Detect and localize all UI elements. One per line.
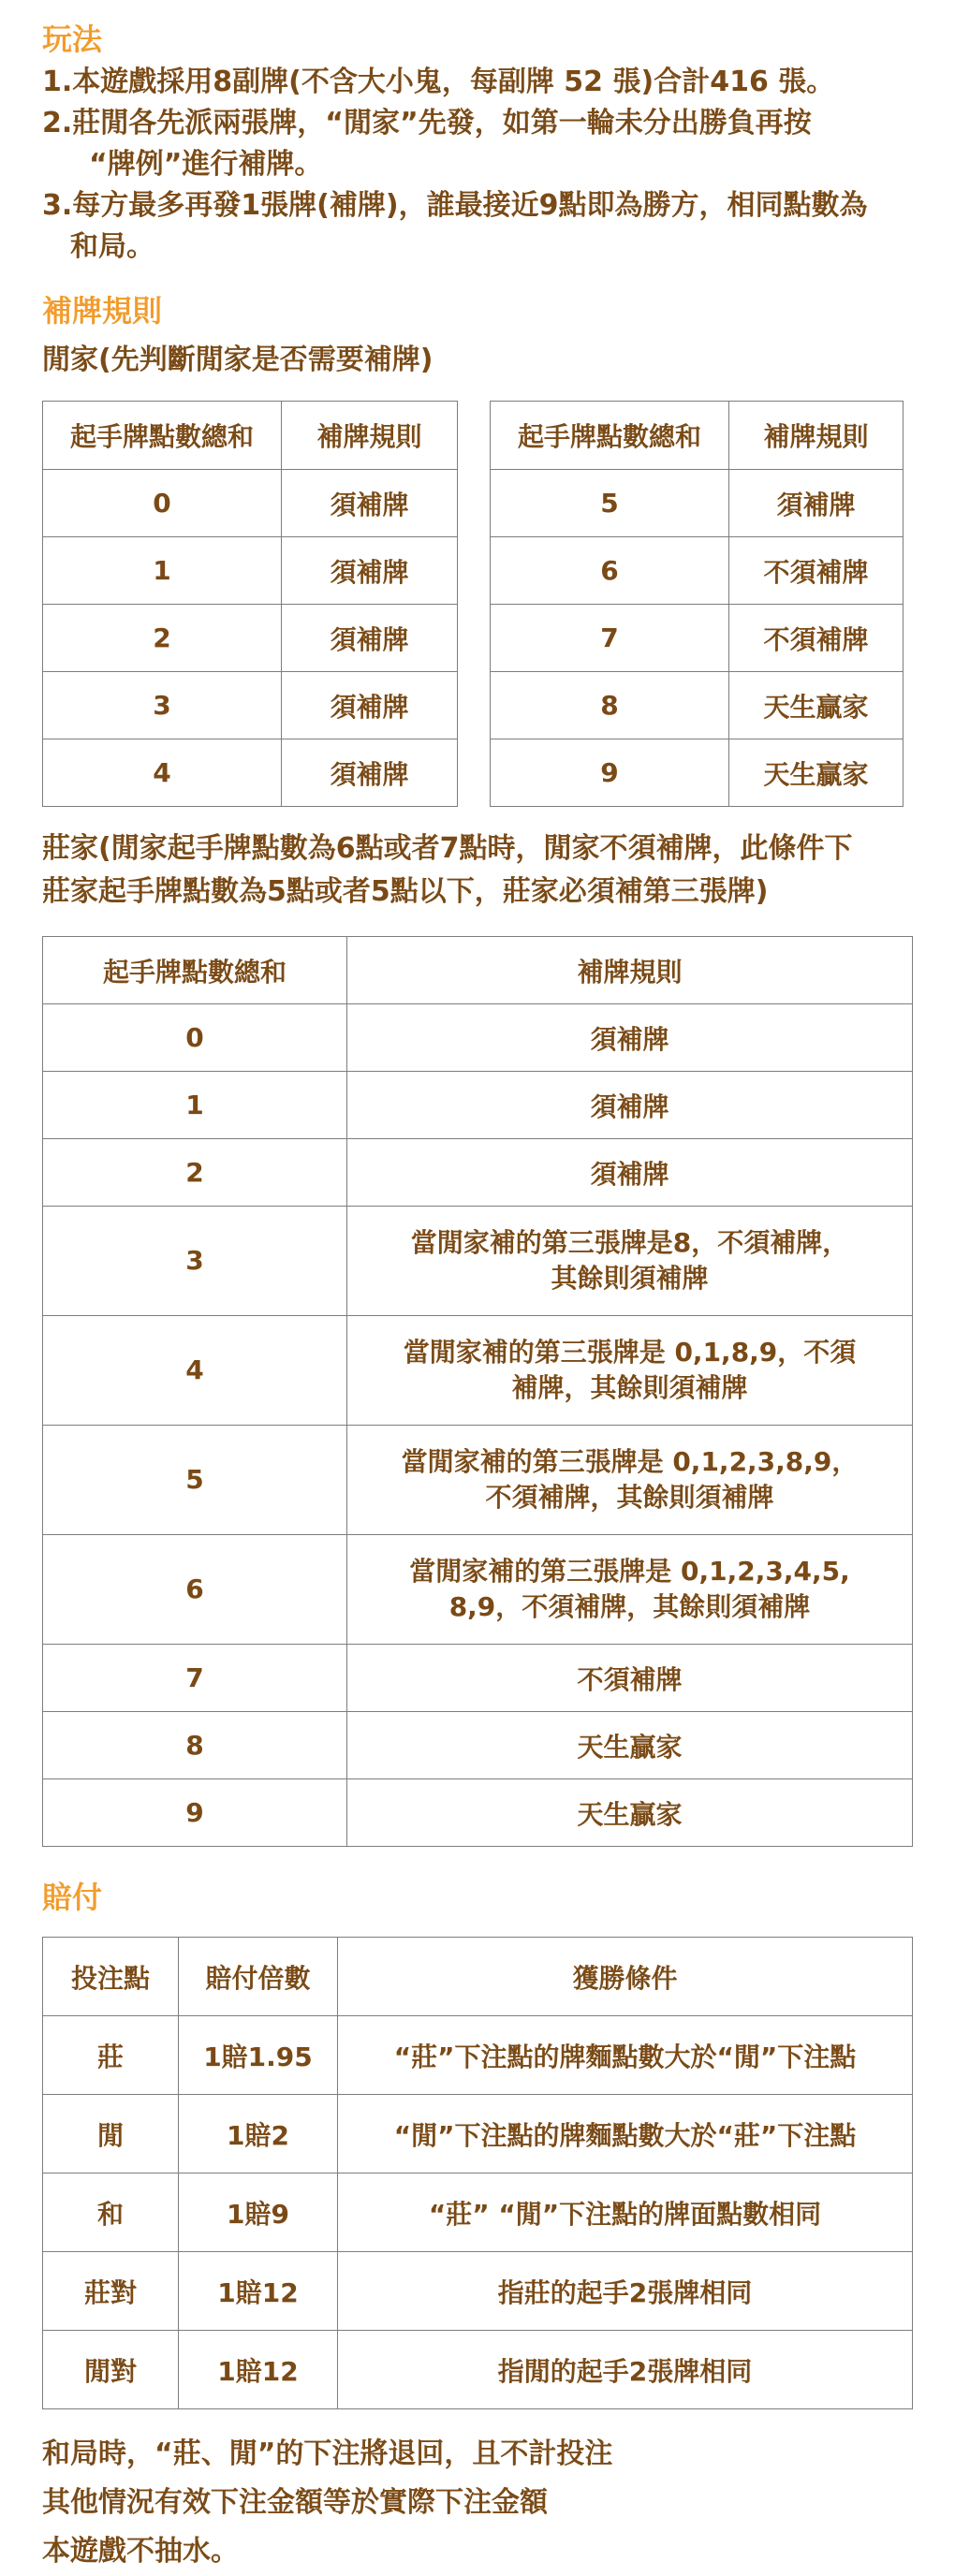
- bet-cell: 莊: [43, 2016, 179, 2095]
- condition-cell: “莊” “閒”下注點的牌面點數相同: [338, 2174, 913, 2252]
- sum-cell: 9: [43, 1779, 347, 1847]
- table-row: [43, 1779, 913, 1847]
- bet-cell: 閒對: [43, 2331, 179, 2409]
- header-rule: 補牌規則: [729, 402, 904, 470]
- table-row: [491, 672, 904, 739]
- table-row: [43, 1426, 913, 1535]
- rule-line: 不須補牌，其餘則須補牌: [485, 1482, 774, 1513]
- table-row: [43, 2174, 913, 2252]
- payout-title: 賠付: [42, 1880, 103, 1915]
- rule-cell: [347, 1207, 913, 1316]
- sum-cell: 0: [43, 1004, 347, 1072]
- bet-cell: 閒: [43, 2095, 179, 2174]
- rule-cell: [347, 1535, 913, 1645]
- rule-cell: 須補牌: [282, 605, 458, 672]
- rule-2-cont: “牌例”進行補牌。: [89, 148, 323, 181]
- rule-line: 天生贏家: [577, 1731, 683, 1763]
- rule-line: 當閒家補的第三張牌是 0,1,2,3,4,5,: [409, 1556, 850, 1587]
- table-row: [43, 1535, 913, 1645]
- sum-cell: 1: [43, 1072, 347, 1139]
- rule-cell: [347, 1316, 913, 1426]
- sum-cell: 1: [43, 537, 282, 605]
- rule-cell: 不須補牌: [729, 537, 904, 605]
- rule-cell: 須補牌: [282, 739, 458, 807]
- rule-line: 須補牌: [590, 1158, 669, 1190]
- rule-line: 當閒家補的第三張牌是 0,1,2,3,8,9，: [401, 1446, 859, 1477]
- rule-cell: 須補牌: [282, 470, 458, 537]
- rule-cell: 不須補牌: [729, 605, 904, 672]
- header-rule: 補牌規則: [347, 937, 913, 1004]
- table-row: [43, 537, 458, 605]
- table-row: [43, 605, 458, 672]
- sum-cell: 4: [43, 739, 282, 807]
- rule-cell: [347, 1139, 913, 1207]
- condition-cell: 指閒的起手2張牌相同: [338, 2331, 913, 2409]
- sum-cell: 4: [43, 1316, 347, 1426]
- sum-cell: 5: [43, 1426, 347, 1535]
- rule-cell: [347, 1426, 913, 1535]
- rule-cell: 天生贏家: [729, 672, 904, 739]
- table-row: [43, 672, 458, 739]
- draw-title: 補牌規則: [42, 293, 163, 329]
- rule-cell: 天生贏家: [729, 739, 904, 807]
- table-row: [43, 1645, 913, 1712]
- footer-line1: 和局時，“莊、閒”的下注將退回，且不計投注: [42, 2437, 613, 2470]
- rule-cell: 須補牌: [282, 537, 458, 605]
- table-row: [43, 2331, 913, 2409]
- rule-cell: [347, 1645, 913, 1712]
- table-row: [491, 470, 904, 537]
- rule-3-cont: 和局。: [70, 230, 154, 263]
- table-header-row: [491, 402, 904, 470]
- banker-subtitle-line1: 莊家(閒家起手牌點數為6點或者7點時，閒家不須補牌，此條件下: [42, 832, 853, 865]
- header-sum: 起手牌點數總和: [43, 402, 282, 470]
- table-row: [43, 1207, 913, 1316]
- player-draw-tables: [42, 401, 913, 807]
- sum-cell: 3: [43, 672, 282, 739]
- table-row: [43, 1004, 913, 1072]
- payout-table: [42, 1937, 913, 2409]
- table-row: [43, 2016, 913, 2095]
- banker-subtitle-line2: 莊家起手牌點數為5點或者5點以下，莊家必須補第三張牌): [42, 875, 769, 908]
- rule-cell: [347, 1004, 913, 1072]
- sum-cell: 8: [43, 1712, 347, 1779]
- rule-line: 補牌，其餘則須補牌: [511, 1372, 748, 1403]
- table-row: [43, 1712, 913, 1779]
- footer-notes: [42, 2430, 913, 2576]
- table-row: [491, 605, 904, 672]
- howto-title: 玩法: [42, 22, 103, 57]
- table-header-row: [43, 402, 458, 470]
- banker-table: [42, 936, 913, 1847]
- header-sum: 起手牌點數總和: [43, 937, 347, 1004]
- rule-cell: 須補牌: [282, 672, 458, 739]
- rule-2: 2.莊閒各先派兩張牌，“閒家”先發，如第一輪未分出勝負再按: [42, 107, 812, 139]
- sum-cell: 0: [43, 470, 282, 537]
- table-row: [43, 1316, 913, 1426]
- rule-line: 其餘則須補牌: [551, 1263, 709, 1294]
- rule-line: 須補牌: [590, 1023, 669, 1055]
- sum-cell: 8: [491, 672, 729, 739]
- odds-cell: 1賠2: [179, 2095, 338, 2174]
- header-sum: 起手牌點數總和: [491, 402, 729, 470]
- odds-cell: 1賠12: [179, 2252, 338, 2331]
- sum-cell: 7: [43, 1645, 347, 1712]
- bet-cell: 和: [43, 2174, 179, 2252]
- odds-cell: 1賠1.95: [179, 2016, 338, 2095]
- rule-line: 當閒家補的第三張牌是 0,1,8,9，不須: [403, 1337, 857, 1368]
- sum-cell: 9: [491, 739, 729, 807]
- rule-1: 1.本遊戲採用8副牌(不含大小鬼，每副牌 52 張)合計416 張。: [42, 66, 835, 98]
- condition-cell: “閒”下注點的牌麵點數大於“莊”下注點: [338, 2095, 913, 2174]
- table-header-row: [43, 1938, 913, 2016]
- table-row: [43, 2095, 913, 2174]
- sum-cell: 3: [43, 1207, 347, 1316]
- sum-cell: 6: [43, 1535, 347, 1645]
- condition-cell: “莊”下注點的牌麵點數大於“閒”下注點: [338, 2016, 913, 2095]
- table-row: [43, 1139, 913, 1207]
- sum-cell: 2: [43, 1139, 347, 1207]
- sum-cell: 5: [491, 470, 729, 537]
- condition-cell: 指莊的起手2張牌相同: [338, 2252, 913, 2331]
- howto-rules: [42, 62, 913, 268]
- table-row: [43, 1072, 913, 1139]
- table-row: [43, 470, 458, 537]
- rule-cell: [347, 1712, 913, 1779]
- rule-cell: [347, 1072, 913, 1139]
- rule-cell: 須補牌: [729, 470, 904, 537]
- table-row: [43, 2252, 913, 2331]
- footer-line2: 其他情況有效下注金額等於實際下注金額: [42, 2486, 548, 2519]
- header-bet: 投注點: [43, 1938, 179, 2016]
- header-condition: 獲勝條件: [338, 1938, 913, 2016]
- rule-line: 須補牌: [590, 1090, 669, 1122]
- rule-3: 3.每方最多再發1張牌(補牌)，誰最接近9點即為勝方，相同點數為: [42, 189, 868, 222]
- table-row: [491, 739, 904, 807]
- odds-cell: 1賠12: [179, 2331, 338, 2409]
- player-subtitle: 閒家(先判斷閒家是否需要補牌): [42, 344, 433, 376]
- sum-cell: 7: [491, 605, 729, 672]
- sum-cell: 6: [491, 537, 729, 605]
- table-header-row: [43, 937, 913, 1004]
- header-rule: 補牌規則: [282, 402, 458, 470]
- table-row: [491, 537, 904, 605]
- player-table-right: [490, 401, 904, 807]
- rule-line: 天生贏家: [577, 1798, 683, 1830]
- sum-cell: 2: [43, 605, 282, 672]
- header-odds: 賠付倍數: [179, 1938, 338, 2016]
- odds-cell: 1賠9: [179, 2174, 338, 2252]
- player-table-left: [42, 401, 458, 807]
- rule-line: 不須補牌: [577, 1663, 683, 1695]
- rule-cell: [347, 1779, 913, 1847]
- footer-line3: 本遊戲不抽水。: [42, 2535, 239, 2568]
- bet-cell: 莊對: [43, 2252, 179, 2331]
- banker-subtitle: [42, 827, 913, 914]
- rule-line: 當閒家補的第三張牌是8，不須補牌，: [410, 1227, 849, 1258]
- rule-line: 8,9，不須補牌，其餘則須補牌: [448, 1591, 811, 1622]
- table-row: [43, 739, 458, 807]
